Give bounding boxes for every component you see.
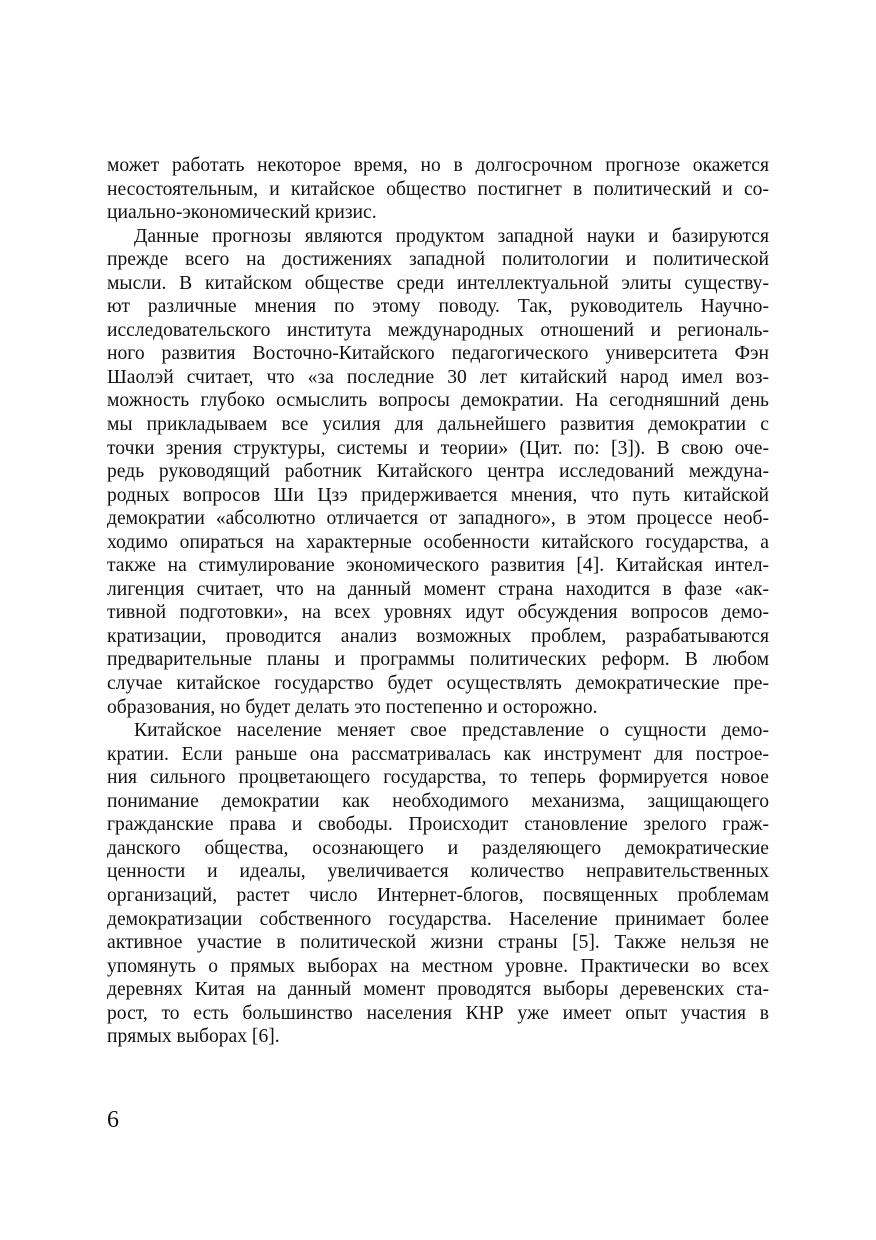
paragraph-3 [107, 719, 769, 1049]
text-line: исследовательского института международных отношений и региональ- [107, 319, 769, 341]
text-line: ния сильного процветающего государства, то теперь формируется новое [107, 767, 769, 789]
text-line: активное участие в политической жизни страны [5]. Также нельзя не [107, 932, 769, 954]
text-line: деревнях Китая на данный момент проводятся выборы деревенских ста- [107, 979, 769, 1001]
text-line: также на стимулирование экономического развития [4]. Китайская интел- [107, 555, 769, 577]
main-text [107, 154, 769, 1049]
text-line: Данные прогнозы являются продуктом западной науки и базируются [134, 225, 769, 247]
text-line: можность глубоко осмыслить вопросы демократии. На сегодняшний день [107, 390, 769, 412]
text-line: Китайское население меняет свое представление о сущности демо- [134, 720, 769, 742]
text-line: прямых выборах [6]. [107, 1026, 280, 1048]
paragraph-2 [107, 225, 769, 719]
text-line: ют различные мнения по этому поводу. Так, руководитель Научно- [107, 296, 769, 318]
text-line: прежде всего на достижениях западной политологии и политической [107, 249, 769, 271]
text-line: редь руководящий работник Китайского центра исследований междуна- [107, 461, 769, 483]
text-line: случае китайское государство будет осуществлять демократические пре- [107, 673, 769, 695]
paragraph-1 [107, 154, 769, 225]
text-line: может работать некоторое время, но в долгосрочном прогнозе окажется [107, 155, 769, 176]
text-line: ного развития Восточно-Китайского педагогического университета Фэн [107, 343, 769, 365]
text-line: кратии. Если раньше она рассматривалась как инструмент для построе- [107, 743, 769, 765]
text-line: лигенция считает, что на данный момент страна находится в фазе «ак- [107, 578, 769, 600]
text-line: предварительные планы и программы политических реформ. В любом [107, 649, 769, 671]
text-line: понимание демократии как необходимого механизма, защищающего [107, 790, 769, 812]
text-line: ходимо опираться на характерные особенности китайского государства, а [107, 531, 769, 553]
text-line: образования, но будет делать это постепенно и осторожно. [107, 696, 598, 718]
text-line: демократизации собственного государства. Население принимает более [107, 908, 769, 930]
page-number: 6 [107, 1107, 119, 1133]
text-line: несостоятельным, и китайское общество постигнет в политический и со- [107, 178, 769, 200]
text-line: мысли. В китайском обществе среди интеллектуальной элиты существу- [107, 272, 769, 294]
text-line: данского общества, осознающего и разделяющего демократические [107, 837, 769, 859]
text-line: циально-экономический кризис. [107, 202, 377, 224]
text-line: тивной подготовки», на всех уровнях идут обсуждения вопросов демо- [107, 602, 769, 624]
text-line: гражданские права и свободы. Происходит становление зрелого граж- [107, 814, 769, 836]
text-line: мы прикладываем все усилия для дальнейшего развития демократии с [107, 414, 769, 436]
text-line: точки зрения структуры, системы и теории» (Цит. по: [3]). В свою оче- [107, 437, 769, 459]
text-line: рост, то есть большинство населения КНР уже имеет опыт участия в [107, 1002, 769, 1024]
text-line: демократии «абсолютно отличается от западного», в этом процессе необ- [107, 508, 769, 530]
text-line: организаций, растет число Интернет-блогов, посвященных проблемам [107, 884, 769, 906]
text-line: Шаолэй считает, что «за последние 30 лет китайский народ имел воз- [107, 366, 769, 388]
text-line: родных вопросов Ши Цзэ придерживается мнения, что путь китайской [107, 484, 769, 506]
text-line: кратизации, проводится анализ возможных проблем, разрабатываются [107, 625, 769, 647]
text-line: упомянуть о прямых выборах на местном уровне. Практически во всех [107, 955, 769, 977]
text-line: ценности и идеалы, увеличивается количество неправительственных [107, 861, 769, 883]
